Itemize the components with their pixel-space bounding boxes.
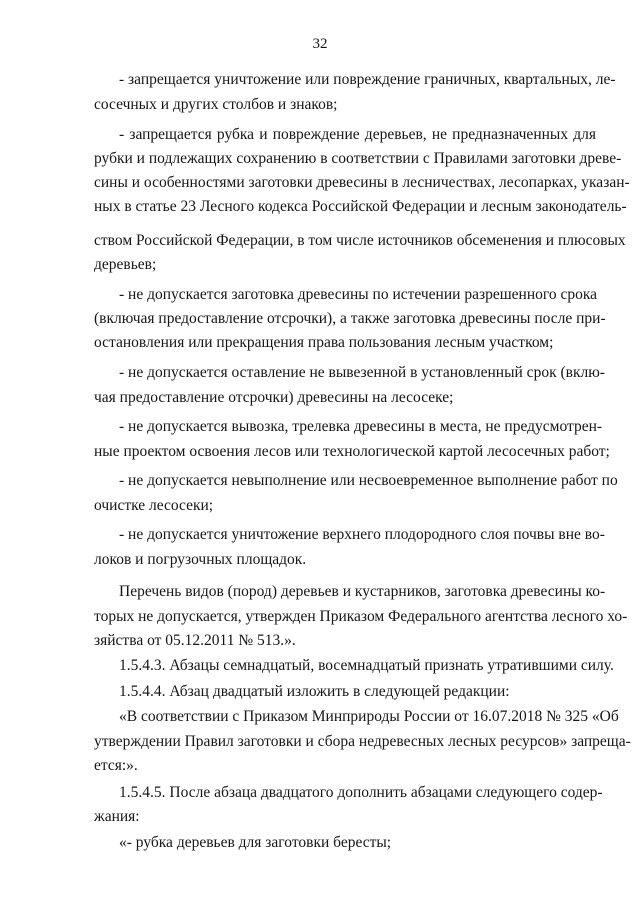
page-number: 32 xyxy=(312,36,328,52)
text-line: деревьев; xyxy=(94,256,157,273)
text-line: «- рубка деревьев для заготовки бересты; xyxy=(119,834,392,851)
text-line: ется:». xyxy=(94,757,138,774)
text-line: - не допускается уничтожение верхнего плодородного слоя почвы вне во- xyxy=(119,526,605,543)
text-line: Перечень видов (пород) деревьев и кустарников, заготовка древесины ко- xyxy=(119,583,606,600)
text-line: сины и особенностями заготовки древесины в лесничествах, лесопарках, указан- xyxy=(94,174,630,191)
text-line: остановления или прекращения права пользования лесным участком; xyxy=(94,334,554,351)
text-line: чая предоставление отсрочки) древесины на лесосеке; xyxy=(94,389,454,406)
text-line: - не допускается оставление не вывезенной в установленный срок (вклю- xyxy=(119,364,605,381)
text-line: жания: xyxy=(94,808,140,825)
text-line: - не допускается вывозка, трелевка древесины в места, не предусмотрен- xyxy=(119,418,603,435)
text-line: ных в статье 23 Лесного кодекса Российской Федерации и лесным законодатель- xyxy=(94,198,627,215)
text-line: «В соответствии с Приказом Минприроды России от 16.07.2018 № 325 «Об xyxy=(119,708,619,725)
text-line: торых не допускается, утвержден Приказом Федерального агентства лесного хо- xyxy=(94,608,628,625)
text-line: рубки и подлежащих сохранению в соответствии с Правилами заготовки древе- xyxy=(94,150,622,167)
text-line: 1.5.4.4. Абзац двадцатый изложить в следующей редакции: xyxy=(119,683,510,700)
text-line: локов и погрузочных площадок. xyxy=(94,551,307,568)
text-line: сосечных и других столбов и знаков; xyxy=(94,96,338,113)
text-line: 1.5.4.5. После абзаца двадцатого дополнить абзацами следующего содер- xyxy=(119,784,603,801)
text-line: (включая предоставление отсрочки), а также заготовка древесины после при- xyxy=(94,310,606,327)
text-line: - не допускается невыполнение или несвоевременное выполнение работ по xyxy=(119,472,618,489)
text-line: 1.5.4.3. Абзацы семнадцатый, восемнадцатый признать утратившими силу. xyxy=(119,657,614,674)
text-line: - запрещается уничтожение или повреждение граничных, квартальных, ле- xyxy=(119,71,616,88)
text-line: ством Российской Федерации, в том числе источников обсеменения и плюсовых xyxy=(94,232,626,249)
text-line: ные проектом освоения лесов или технологической картой лесосечных работ; xyxy=(94,443,610,460)
text-line: - не допускается заготовка древесины по истечении разрешенного срока xyxy=(119,286,598,303)
text-line: утверждении Правил заготовки и сбора недревесных лесных ресурсов» запреща- xyxy=(94,733,631,750)
text-line: очистке лесосеки; xyxy=(94,497,214,514)
text-line: зяйства от 05.12.2011 № 513.». xyxy=(94,632,296,649)
text-line: - запрещается рубка и повреждение деревьев, не предназначенных для xyxy=(119,126,596,143)
